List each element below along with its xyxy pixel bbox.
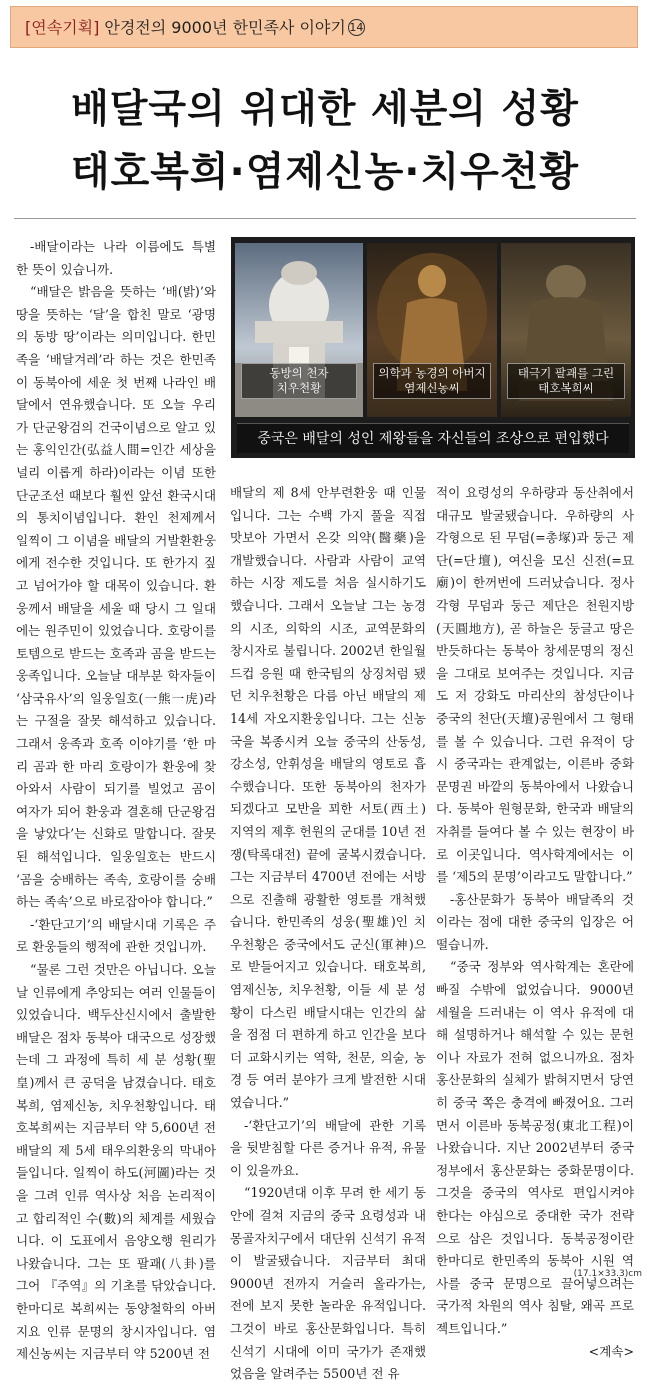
photo-caption-2: 의학과 농경의 아버지 염제신농씨 (373, 363, 491, 399)
headline-line-1: 배달국의 위대한 세분의 성황 (71, 87, 579, 132)
paragraph: “1920년대 이후 무려 한 세기 동안에 걸쳐 지금의 중국 요령성과 내몽골자치구에서 대단위 신석기 유적이 발굴됐습니다. 지금부터 최대 9000년 전까지 거슬러 올라가는, 전에 보지 못한 놀라운 유적입니다. 그것이 바로 홍산문화입니다. 특히 신석기 시대에 이미 국가가 존재했었음을 알려주는 5500년 전 유 (230, 1185, 426, 1382)
photo-caption-1: 동방의 천자 치우천황 (241, 363, 357, 399)
paragraph: 배달의 제 8세 안부련환웅 때 인물입니다. 그는 수백 가지 풀을 직접 맛보아 가면서 온갖 의약(醫藥)을 개발했습니다. 사람과 사람이 교역하는 시장 제도를 처음 실시하기도 했습니다. 그래서 오늘날 그는 농경의 시조, 의학의 시조, 교역문화의 창시자로 불립니다. 2002년 한일월드컵 응원 때 한국팀의 상징처럼 됐던 치우천황은 다름 아닌 배달의 제 14세 자오지환웅입니다. 그는 신농국을 복종시켜 오늘 중국의 산동성, 강소성, 안휘성을 배달의 영토로 흡수했습니다. 또한 동북아의 천자가 되겠다고 모반을 꾀한 서토(西土) 지역의 제후 헌원의 군대를 10년 전쟁(탁록대전) 끝에 굴복시켰습니다. 그는 지금부터 4700년 전에는 서방으로 진출해 광활한 영토를 개척했습니다. 한민족의 성웅(聖雄)인 치우천황은 중국에서도 군신(軍神)으로 받들어지고 있습니다. 태호복희, 염제신농, 치우천황, 이들 세 분 성황이 다스린 배달시대는 인간의 삶을 점점 더 편하게 하고 인간을 보다 더 교화시키는 역학, 천문, 의술, 농경 등 여러 분야가 크게 발전한 시대였습니다.” (230, 485, 426, 1111)
photo-strip (231, 237, 635, 458)
paragraph: “물론 그런 것만은 아닙니다. 오늘날 인류에게 추앙되는 여러 인물들이 있었습니다. 백두산신시에서 출발한 배달은 점차 동북아 대국으로 성장했는데 그 과정에 특히 세 분 성황(聖皇)께서 큰 공덕을 남겼습니다. 태호복희, 염제신농, 치우천황입니다. 태호복희씨는 지금부터 약 5,600년 전 배달의 제 5세 태우의환웅의 막내아들입니다. 일찍이 하도(河圖)라는 것을 그려 인류 역사상 처음 논리적이고 합리적인 수(數)의 체계를 세웠습니다. 이 도표에서 음양오행 원리가 나왔습니다. 그는 또 팔괘(八卦)를 그어 『주역』의 기초를 닦았습니다. 한마디로 복희씨는 동양철학의 아버지요 인류 문명의 창시자입니다. 염제신농씨는 지금부터 약 5200년 전 (16, 962, 216, 1362)
paragraph: -배달이라는 나라 이름에도 특별한 뜻이 있습니까. (16, 239, 216, 277)
series-banner (10, 6, 638, 48)
article-column-3 (436, 482, 634, 1363)
photo-chiu-statue (235, 243, 363, 417)
headline-line-2: 태호복희·염제신농·치우천황 (70, 149, 580, 195)
photo-main-caption: 중국은 배달의 성인 제왕들을 자신들의 조상으로 편입했다 (237, 423, 629, 453)
paragraph: 적이 요령성의 우하량과 동산취에서 대규모 발굴됐습니다. 우하량의 사각형으로 된 무덤(=총塚)과 둥근 제단(=단壇), 여신을 모신 신전(=묘廟)이 한꺼번에 드러났습니다. 정사각형 무덤과 둥근 제단은 천원지방(天圓地方), 곧 하늘은 둥글고 땅은 반듯하다는 동북아 창세문명의 정신을 그대로 보여주는 것입니다. 지금도 저 강화도 마리산의 참성단이나 중국의 천단(天壇)공원에서 그 형태를 볼 수 있습니다. 그런 유적이 당시 중국과는 관계없는, 이른바 중화문명권 바깥의 동북아에서 나왔습니다. 동북아 원형문화, 한국과 배달의 자취를 들여다 볼 수 있는 현장이 바로 이곳입니다. 역사학계에서는 이를 ‘제5의 문명’이라고도 말합니다.” (436, 485, 634, 885)
continued-mark: <계속> (588, 1343, 634, 1359)
headline-divider (14, 218, 636, 219)
series-number: 14 (349, 21, 364, 34)
paragraph: “배달은 밝음을 뜻하는 ‘배(밝)’와 땅을 뜻하는 ‘달’을 합친 말로 ‘광명의 동방 땅’이라는 의미입니다. 한민족을 ‘배달겨레’라 하는 것은 한민족이 동북아에 세운 첫 번째 나라인 배달에서 연유했습니다. 또 오늘 우리가 단군왕검의 건국이념으로 알고 있는 홍익인간(弘益人間=인간 세상을 널리 이롭게 하라)이라는 이념 또한 단군조선 때보다 훨씬 앞선 환국시대의 통치이념입니다. 환인 천제께서 일찍이 그 이념을 배달의 거발환환웅에게 전수한 것입니다. 또 한가지 짚고 넘어가야 할 대목이 있습니다. 환웅께서 배달을 세울 때 당시 그 일대에는 원주민이 있었습니다. 호랑이를 토템으로 받드는 호족과 곰을 받드는 웅족입니다. 오늘날 대부분 학자들이 ‘삼국유사’의 일웅일호(一熊一虎)라는 구절을 잘못 해석하고 있습니다. 그래서 웅족과 호족 이야기를 ‘한 마리 곰과 한 마리 호랑이가 환웅에 찾아와서 사람이 되기를 빌었고 곰이 여자가 되어 환웅과 결혼해 단군왕검을 낳았다’는 신화로 말합니다. 잘못된 해석입니다. 일웅일호는 반드시 ‘곰을 숭배하는 족속, 호랑이를 숭배하는 족속’으로 바로잡아야 합니다.” (16, 284, 216, 910)
article-column-2 (230, 482, 426, 1386)
photo-caption-3: 태극기 팔괘를 그린 태호복희씨 (507, 363, 625, 399)
paragraph: -홍산문화가 동북아 배달족의 것이라는 점에 대한 중국의 입장은 어떨습니까. (436, 891, 634, 952)
paragraph: “중국 정부와 역사학계는 혼란에 빠질 수밖에 없었습니다. 9000년 세월을 드러내는 이 역사 유적에 대해 설명하거나 해석할 수 있는 문헌이나 자료가 전혀 없으니까요. 점차 홍산문화의 실체가 밝혀지면서 당연히 중국 쪽은 충격에 빠졌어요. 그러면서 이른바 동북공정(東北工程)이 나왔습니다. 지난 2002년부터 중국 정부에서 홍산문화는 중화문명이다. 그것을 중국의 역사로 편입시켜야 한다는 야심으로 중대한 국가 전략으로 삼은 것입니다. 동북공정이란 한마디로 한민족의 동북아 시원 역사를 중국 문명으로 끌어넣으려는 국가적 차원의 역사 침탈, 왜곡 프로젝트입니다.” (436, 959, 634, 1336)
series-title: 안경전의 9000년 한민족사 이야기 (99, 18, 346, 37)
series-tag: [연속기획] (25, 18, 100, 37)
photo-shennong-statue (367, 243, 497, 417)
article-column-1 (16, 236, 216, 1366)
paragraph: -‘환단고기’의 배달시대 기록은 주로 환웅들의 행적에 관한 것입니까. (16, 916, 216, 955)
clipping-size: (17.1×33.3)cm (573, 1269, 642, 1279)
paragraph: -‘환단고기’의 배달에 관한 기록을 뒷받침할 다른 증거나 유적, 유물이 있을까요. (230, 1117, 426, 1178)
photo-fuxi-statue (501, 243, 631, 417)
